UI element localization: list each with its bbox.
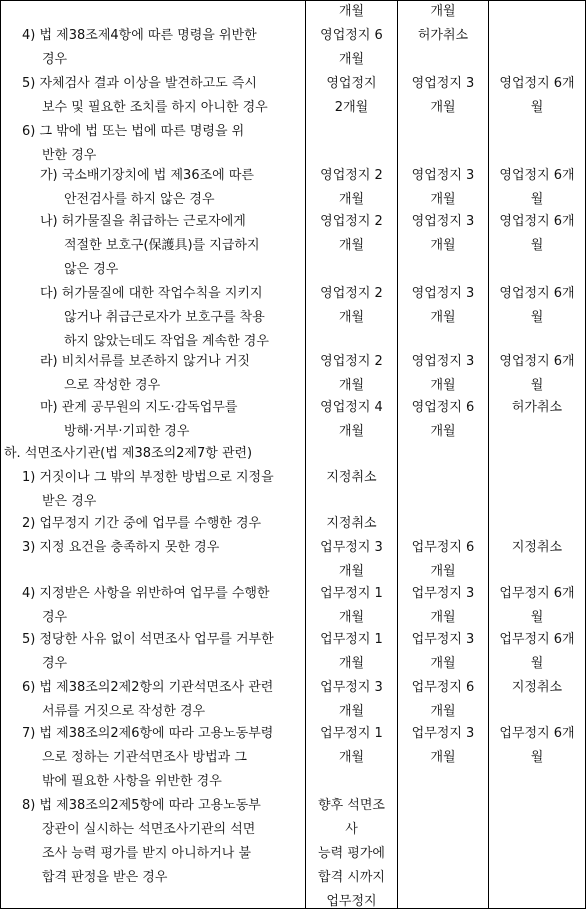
description-line: 8) 법 제38조의2제5항에 따라 고용노동부 [22, 798, 261, 813]
penalty-line: 개월 [338, 656, 365, 671]
penalty-line: 영업정지 6개 [499, 168, 575, 183]
description-line: 적절한 보호구(保護具)를 지급하지 [64, 238, 260, 253]
penalty-line: 개월 [430, 610, 456, 625]
row-description [22, 722, 273, 794]
penalty-line: 업무정지 [326, 894, 377, 909]
description-line: 라) 비치서류를 보존하지 않거나 거짓 [40, 354, 250, 369]
penalty-c2 [398, 350, 488, 398]
penalty-line: 업무정지 6 [411, 540, 475, 555]
penalty-line: 월 [530, 656, 544, 671]
penalty-c3 [489, 628, 585, 676]
penalty-line: 업무정지 3 [411, 632, 475, 647]
description-line: 4) 법 제38조제4항에 따른 명령을 위반한 [22, 28, 257, 43]
penalty-line: 업무정지 3 [320, 540, 383, 555]
description-line: 반한 경우 [42, 148, 97, 163]
penalty-c3 [489, 582, 585, 630]
row-description [40, 282, 269, 354]
penalty-c2 [398, 396, 488, 444]
row-description [22, 536, 219, 560]
penalty-line: 합격 시까지 [318, 870, 385, 885]
description-line: 가) 국소배기장치에 법 제36조에 따른 [40, 168, 254, 183]
penalty-line: 영업정지 6개 [499, 214, 575, 229]
penalty-line: 영업정지 6개 [499, 76, 575, 91]
penalty-line: 개월 [430, 238, 456, 253]
penalty-line: 지정취소 [326, 516, 377, 531]
penalty-c3 [489, 536, 585, 560]
penalty-c3 [489, 350, 585, 398]
penalty-c1 [306, 676, 397, 724]
penalty-line: 허가취소 [417, 28, 469, 43]
penalty-c1 [306, 628, 397, 676]
penalty-c2 [398, 676, 488, 724]
penalty-line: 개월 [430, 564, 456, 579]
penalty-c2 [398, 0, 488, 24]
description-line: 경우 [42, 610, 68, 625]
description-line: 나) 허가물질을 취급하는 근로자에게 [40, 214, 246, 229]
penalty-line: 개월 [430, 310, 456, 325]
description-line: 방해·거부·기피한 경우 [64, 424, 190, 439]
penalty-line: 개월 [430, 750, 456, 765]
penalty-line: 영업정지 6개 [499, 286, 575, 301]
penalty-c3 [489, 210, 585, 258]
penalty-line: 월 [530, 610, 544, 625]
penalty-line: 개월 [338, 610, 365, 625]
description-line: 보수 및 필요한 조치를 하지 아니한 경우 [42, 100, 268, 115]
description-line: 7) 법 제38조의2제6항에 따라 고용노동부령 [22, 726, 274, 741]
penalty-line: 업무정지 3 [320, 680, 383, 695]
penalty-c2 [398, 628, 488, 676]
penalty-line: 허가취소 [511, 400, 563, 415]
row-description [22, 72, 268, 120]
penalty-line: 개월 [430, 704, 456, 719]
penalty-c3 [489, 282, 585, 330]
penalty-line: 업무정지 3 [411, 726, 475, 741]
penalty-c1 [306, 282, 397, 330]
penalty-c1 [306, 582, 397, 630]
penalty-c1 [306, 794, 397, 914]
penalty-line: 업무정지 6개 [499, 726, 575, 741]
description-line: 경우 [42, 656, 68, 671]
penalty-line: 업무정지 1 [320, 632, 383, 647]
penalty-line: 영업정지 3 [411, 286, 475, 301]
column-divider-1 [305, 0, 306, 909]
description-line: 5) 정당한 사유 없이 석면조사 업무를 거부한 [22, 632, 274, 647]
penalty-line: 영업정지 3 [411, 168, 475, 183]
penalty-line: 개월 [338, 52, 365, 67]
penalty-line: 개월 [338, 424, 365, 439]
penalty-c1 [306, 350, 397, 398]
penalty-c1 [306, 466, 397, 490]
penalty-c1 [306, 396, 397, 444]
penalty-line: 업무정지 6개 [499, 632, 575, 647]
penalty-line: 영업정지 6 [320, 28, 383, 43]
penalty-line: 개월 [430, 4, 456, 19]
penalty-line: 영업정지 2 [320, 168, 383, 183]
penalty-line: 영업정지 6개 [499, 354, 575, 369]
description-line: 2) 업무정지 기간 중에 업무를 수행한 경우 [22, 516, 262, 531]
penalty-line: 업무정지 6 [411, 680, 475, 695]
row-description [40, 350, 250, 398]
row-description [22, 466, 274, 514]
penalty-line: 업무정지 1 [320, 726, 383, 741]
penalty-line: 개월 [430, 378, 456, 393]
description-line: 6) 그 밖에 법 또는 법에 따른 명령을 위 [22, 124, 245, 139]
penalty-line: 업무정지 3 [411, 586, 475, 601]
penalty-c2 [398, 282, 488, 330]
penalty-line: 개월 [338, 564, 365, 579]
penalty-line: 개월 [338, 192, 365, 207]
description-line: 않거나 취급근로자가 보호구를 착용 [64, 310, 265, 325]
penalty-c1 [306, 210, 397, 258]
penalty-line: 개월 [430, 656, 456, 671]
penalty-line: 개월 [338, 238, 365, 253]
description-line: 밖에 필요한 사항을 위반한 경우 [42, 774, 222, 789]
description-line: 하. 석면조사기관(법 제38조의2제7항 관련) [4, 446, 253, 461]
penalty-line: 개월 [338, 704, 365, 719]
penalty-c1 [306, 72, 397, 120]
penalty-line: 월 [530, 100, 544, 115]
penalty-c3 [489, 676, 585, 700]
row-description [4, 442, 252, 466]
penalty-line: 영업정지 2 [320, 214, 383, 229]
penalty-line: 업무정지 6개 [499, 586, 575, 601]
penalty-line: 능력 평가에 [318, 846, 385, 861]
penalty-c3 [489, 72, 585, 120]
description-line: 조사 능력 평가를 받지 아니하거나 불 [42, 846, 252, 861]
row-description [40, 164, 254, 212]
penalty-line: 영업정지 2 [320, 354, 383, 369]
penalty-line: 개월 [430, 100, 456, 115]
penalty-line: 2개월 [334, 100, 369, 115]
description-line: 다) 허가물질에 대한 작업수칙을 지키지 [40, 286, 263, 301]
description-line: 안전검사를 하지 않은 경우 [64, 192, 215, 207]
penalty-line: 영업정지 4 [320, 400, 383, 415]
penalty-line: 업무정지 1 [320, 586, 383, 601]
description-line: 1) 거짓이나 그 밖의 부정한 방법으로 지정을 [22, 470, 274, 485]
row-description [22, 794, 261, 890]
column-divider-2 [397, 0, 398, 909]
penalty-c3 [489, 164, 585, 212]
penalty-line: 영업정지 3 [411, 214, 475, 229]
row-description [40, 396, 237, 444]
penalty-c2 [398, 722, 488, 770]
penalty-line: 월 [530, 378, 544, 393]
description-line: 마) 관계 공무원의 지도·감독업무를 [40, 400, 238, 415]
penalty-line: 영업정지 3 [411, 76, 475, 91]
description-line: 합격 판정을 받은 경우 [42, 870, 168, 885]
penalty-line: 개월 [338, 310, 365, 325]
penalty-line: 영업정지 [326, 76, 377, 91]
description-line: 받은 경우 [42, 494, 97, 509]
description-line: 5) 자체검사 결과 이상을 발견하고도 즉시 [22, 76, 257, 91]
description-line: 하지 않았는데도 작업을 계속한 경우 [64, 334, 269, 349]
penalty-c3 [489, 722, 585, 770]
penalty-c1 [306, 164, 397, 212]
description-line: 3) 지정 요건을 충족하지 못한 경우 [22, 540, 220, 555]
row-description [22, 512, 261, 536]
description-line: 6) 법 제38조의2제2항의 기관석면조사 관련 [22, 680, 274, 695]
penalty-c2 [398, 210, 488, 258]
description-line: 으로 작성한 경우 [64, 378, 161, 393]
penalty-line: 개월 [430, 192, 456, 207]
penalty-c3 [489, 396, 585, 420]
penalty-line: 지정취소 [511, 540, 563, 555]
penalty-c2 [398, 72, 488, 120]
penalty-c1 [306, 536, 397, 584]
description-line: 장관이 실시하는 석면조사기관의 석면 [42, 822, 256, 837]
description-line: 경우 [42, 52, 68, 67]
column-divider-3 [488, 0, 489, 909]
description-line: 4) 지정받은 사항을 위반하여 업무를 수행한 [22, 586, 270, 601]
penalty-line: 영업정지 6 [411, 400, 475, 415]
penalty-line: 지정취소 [511, 680, 563, 695]
penalty-c1 [306, 512, 397, 536]
penalty-line: 개월 [338, 4, 365, 19]
penalty-line: 월 [530, 750, 544, 765]
penalty-line: 사 [345, 822, 358, 837]
description-line: 않은 경우 [64, 262, 119, 277]
penalty-c1 [306, 24, 397, 72]
penalty-line: 영업정지 2 [320, 286, 383, 301]
row-description [22, 24, 257, 72]
penalty-line: 향후 석면조 [318, 798, 385, 813]
row-description [22, 582, 270, 630]
description-line: 서류를 거짓으로 작성한 경우 [42, 704, 206, 719]
penalty-line: 개월 [338, 750, 365, 765]
penalty-line: 월 [530, 238, 544, 253]
penalty-c2 [398, 536, 488, 584]
penalty-c1 [306, 0, 397, 24]
penalty-line: 월 [530, 310, 544, 325]
penalty-c1 [306, 722, 397, 770]
penalty-line: 개월 [338, 378, 365, 393]
penalty-line: 영업정지 3 [411, 354, 475, 369]
row-description [22, 628, 274, 676]
penalty-c2 [398, 582, 488, 630]
row-description [22, 120, 244, 168]
row-description [22, 676, 273, 724]
penalty-line: 월 [530, 192, 544, 207]
penalty-c2 [398, 24, 488, 48]
penalty-line: 개월 [430, 424, 456, 439]
penalty-line: 지정취소 [326, 470, 377, 485]
row-description [40, 210, 260, 282]
penalty-c2 [398, 164, 488, 212]
description-line: 으로 정하는 기관석면조사 방법과 그 [42, 750, 247, 765]
